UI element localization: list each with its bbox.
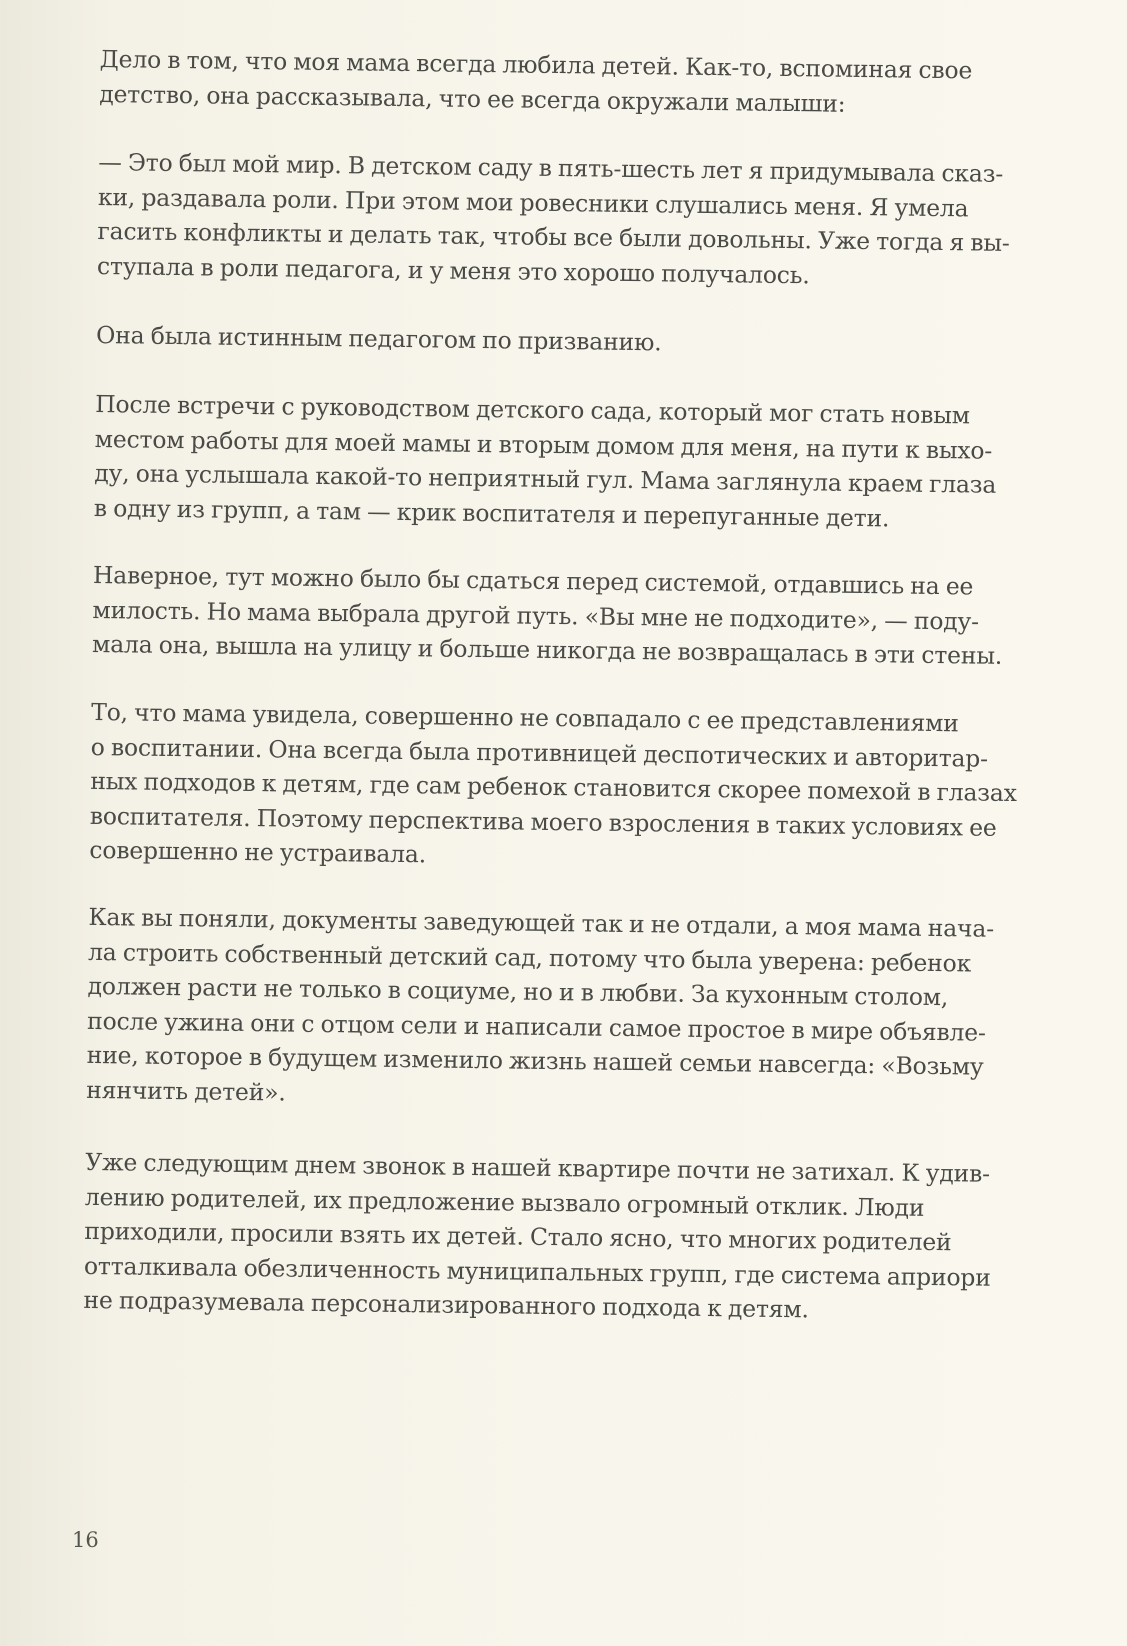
text-line: Наверное, тут можно было бы сдаться перед системой, отдавшись на ее (92, 560, 974, 601)
text-line: ных подходов к детям, где сам ребенок становится скорее помехой в глазах (90, 766, 1017, 808)
paragraph-4 (94, 387, 1056, 538)
text-line: — Это был мой мир. В детском саду в пять-шесть лет я придумывала сказ- (98, 147, 1004, 188)
text-line: Она была истинным педагогом по призванию. (95, 320, 662, 357)
text-line: местом работы для моей мамы и вторым домом для меня, на пути к выхо- (94, 424, 993, 465)
text-line: должен расти не только в социуме, но и в любви. За кухонным столом, (87, 971, 949, 1012)
text-line: ступала в роли педагога, и у меня это хорошо получалось. (96, 251, 810, 289)
text-line: не подразумевала персонализированного подхода к детям. (83, 1285, 809, 1324)
paragraph-6 (89, 695, 1051, 880)
text-line: нянчить детей». (86, 1075, 286, 1107)
text-line: милость. Но мама выбрала другой путь. «Вы мне не подходите», — поду- (92, 595, 980, 636)
text-line: приходили, просили взять их детей. Стало ясно, что многих родителей (84, 1216, 952, 1257)
paragraph-7 (86, 900, 1049, 1120)
paragraph-5 (92, 558, 1053, 674)
text-line: Уже следующим днем звонок в нашей квартире почти не затихал. К удив- (85, 1147, 991, 1188)
text-line: гасить конфликты и делать так, чтобы все были довольны. Уже тогда я вы- (97, 216, 1010, 257)
text-line: лению родителей, их предложение вызвало огромный отклик. Люди (84, 1182, 925, 1222)
text-line: Как вы поняли, документы заведующей так и не отдали, а моя мама нача- (88, 902, 995, 943)
text-line: То, что мама увидела, совершенно не совпадало с ее представлениями (91, 697, 959, 738)
text-line: о воспитании. Она всегда была противницей деспотических и авторитар- (90, 732, 989, 773)
text-line: совершенно не устраивала. (89, 835, 427, 869)
page-number: 16 (72, 1528, 99, 1552)
text-line: мала она, вышла на улицу и больше никогда не возвращалась в эти стены. (91, 629, 1003, 670)
text-line: ла строить собственный детский сад, потому что была уверена: ребенок (87, 937, 972, 977)
text-line: ние, которое в будущем изменило жизнь нашей семьи навсегда: «Возьму (86, 1040, 984, 1081)
paragraph-2-quote (97, 145, 1059, 296)
text-line: ки, раздавала роли. При этом мои ровесники слушались меня. Я умела (97, 182, 969, 222)
text-line: детство, она рассказывала, что ее всегда окружали малыши: (99, 79, 846, 118)
text-line: после ужина они с отцом сели и написали самое простое в мире объявле- (86, 1006, 986, 1047)
text-line: ду, она услышала какой-то неприятный гул. Мама заглянула краем глаза (94, 458, 997, 499)
paragraph-1 (99, 42, 1060, 124)
text-line: в одну из групп, а там — крик воспитателя и перепуганные дети. (93, 493, 890, 532)
text-line: Дело в том, что моя мама всегда любила детей. Как-то, вспоминая свое (99, 44, 973, 85)
paragraph-8 (83, 1145, 1045, 1330)
paragraph-3 (96, 318, 1056, 365)
text-line: воспитателя. Поэтому перспектива моего взросления в таких условиях ее (89, 801, 997, 842)
text-line: отталкивала обезличенность муниципальных групп, где система априори (83, 1251, 991, 1292)
text-line: После встречи с руководством детского сада, который мог стать новым (95, 389, 970, 430)
